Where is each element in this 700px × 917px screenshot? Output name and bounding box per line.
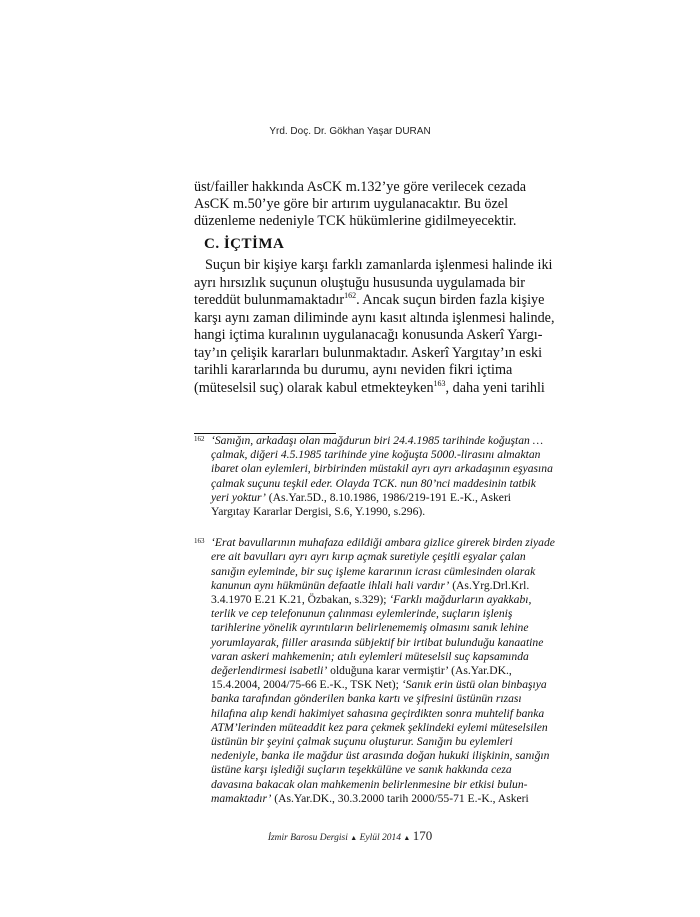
footnote-line	[211, 578, 530, 592]
footnote-line	[211, 763, 512, 777]
footnote-line	[211, 664, 512, 677]
text-segment: (As.Yar.DK., 30.3.2000 tarih 2000/55-71 E.-K., Askeri	[271, 791, 529, 805]
text-segment: terlik ve cep telefonunun çalınması eylemlerinde, suçların işleniş	[211, 607, 513, 621]
footnote-line	[211, 635, 544, 649]
text-line	[194, 344, 543, 361]
text-segment: ‘Sanığın, arkadaşı olan mağdurun biri 24.4.1985 tarihinde koğuştan …	[211, 434, 544, 447]
text-segment: tay’ın çelişik kararları bulunmaktadır. Askerî Yargıtay’ın eski	[194, 344, 543, 361]
text-segment: , daha yeni tarihli	[445, 379, 545, 396]
text-line	[194, 362, 513, 378]
text-segment: ‘Sanık erin üstü olan binbaşıya	[401, 678, 547, 692]
footnote-line	[211, 593, 532, 606]
footnote-line	[211, 505, 505, 518]
footnote-number: 162	[194, 435, 205, 443]
text-line	[194, 327, 543, 343]
text-segment: 15.4.2004, 2004/75-66 E.-K., TSK Net);	[211, 678, 402, 692]
separator-icon: ▲	[403, 834, 411, 842]
text-segment: ayrı hırsızlık suçunun oluştuğu hususunda uygulamada bir	[194, 274, 525, 291]
footnote-line	[211, 448, 541, 462]
text-line: AsCK m.50’ye göre bir artırım uygulanacaktır. Bu özel	[194, 196, 509, 212]
footer-journal: İzmir Barosu Dergisi	[267, 833, 348, 843]
text-line	[194, 309, 555, 326]
text-segment: banka tarafından gönderilen banka kartı ve şifresini üstünün rızası	[211, 692, 522, 706]
text-segment: hilafına alıp kendi hakimiyet sahasına geçirdikten sonra muhtelif banka	[211, 706, 545, 720]
text-segment: tereddüt bulunmamaktadır	[194, 292, 345, 308]
text-line: üst/failler hakkında AsCK m.132’ye göre verilecek cezada	[194, 179, 527, 195]
text-segment: (müteselsil suç) olarak kabul etmekteyken	[194, 379, 434, 396]
footnote-line	[211, 749, 550, 763]
text-line	[194, 378, 545, 396]
text-line	[194, 291, 545, 308]
text-segment: yorumlayarak, fiiller arasında sübjektif bir irtibat bulunduğu kanaatine	[211, 635, 544, 649]
separator-icon: ▲	[350, 834, 358, 842]
text-segment: çalmak, diğeri 4.5.1985 tarihinde yine koğuşta 5000.-lirasını almaktan	[211, 448, 541, 462]
section-heading: C. İÇTİMA	[204, 236, 285, 252]
text-segment: nedeniyle, banka ile mağdur üst arasında doğan hukuki ilişkinin, sanığın	[211, 749, 550, 763]
footnote-line	[211, 649, 529, 663]
footnote-line	[211, 564, 536, 578]
text-segment: 3.4.1970 E.21 K.21, Özbakan, s.329);	[211, 593, 390, 606]
footnote-line	[211, 720, 548, 734]
text-segment: (As.Yar.5D., 8.10.1986, 1986/219-191 E.-K., Askeri	[265, 490, 512, 504]
running-header: Yrd. Doç. Dr. Gökhan Yaşar DURAN	[269, 126, 431, 137]
text-segment: hangi içtima kuralının uygulanacağı konusunda Askerî Yargı-	[194, 327, 543, 343]
page-number: 170	[412, 828, 433, 843]
text-segment: Yargıtay Kararlar Dergisi, S.6, Y.1990, s.296).	[211, 505, 426, 518]
text-segment: değerlendirmesi isabetli’	[211, 664, 328, 677]
footnote-line	[211, 607, 513, 621]
footnote-line	[211, 777, 528, 791]
text-line: düzenleme nedeniyle TCK hükümlerine gidilmeyecektir.	[194, 213, 517, 229]
footer-issue: Eylül 2014	[359, 833, 401, 843]
text-segment: mamaktadır’	[211, 791, 272, 805]
text-segment: tarihli kararlarında bu durumu, aynı neviden fikri içtima	[194, 362, 513, 378]
text-segment: olduğuna karar vermiştir’ (As.Yar.DK.,	[327, 664, 512, 677]
text-segment: varan askeri mahkemenin; atılı eylemleri müteselsil suç kapsamında	[211, 649, 529, 663]
footnote-line	[211, 536, 555, 550]
text-segment: çalmak suçunu teşkil eder. Olayda TCK. nun 80’nci maddesinin tatbik	[211, 476, 536, 490]
text-segment: yeri yoktur’	[211, 490, 266, 504]
text-segment: kanunun aynı hükmünün defaatle ihlali hali vardır’	[211, 578, 450, 592]
footnote-line	[211, 550, 526, 564]
text-segment: ‘Erat bavullarının muhafaza edildiği ambara gizlice girerek birden ziyade	[211, 536, 555, 550]
text-line	[205, 257, 553, 273]
text-segment: . Ancak suçun birden fazla kişiye	[356, 292, 545, 308]
footnote-line	[211, 692, 522, 706]
text-segment: ‘Farklı mağdurların ayakkabı,	[389, 593, 532, 606]
footnote-line	[211, 490, 512, 504]
text-segment: (As.Yrg.Drl.Krl.	[449, 578, 530, 592]
footnote-line	[211, 735, 513, 748]
text-segment: ibaret olan eylemleri, birbirinden müstakil ayrı ayrı arkadaşının eşyasına	[211, 462, 553, 476]
text-line	[194, 274, 525, 291]
footnote-line	[211, 434, 544, 447]
text-segment: sanığın eyleminde, bir suç işleme kararının icrası cümlesinden olarak	[211, 564, 536, 578]
footnote-ref: 162	[344, 291, 357, 300]
footnote-line	[211, 791, 529, 805]
footnote-line	[211, 621, 529, 635]
text-segment: davasına bakacak olan mahkemenin belirlenmesine bir etkisi bulun-	[211, 777, 528, 791]
text-segment: üstünün bir şeyini çalmak suçunu oluşturur. Sanığın bu eylemleri	[211, 735, 513, 748]
footnote-line	[211, 476, 536, 490]
text-segment: Suçun bir kişiye karşı farklı zamanlarda işlenmesi halinde iki	[205, 257, 553, 273]
text-segment: üstüne karşı işlediği suçların teşekkülüne ve sanık hakkında ceza	[211, 763, 512, 777]
footnote-ref: 163	[433, 378, 446, 388]
footnote-line	[211, 678, 547, 692]
text-segment: tarihlerine yönelik ayrıntıların belirlenememiş olmasını sanık lehine	[211, 621, 529, 635]
text-segment: karşı aynı zaman diliminde aynı kasıt altında işlenmesi halinde,	[194, 309, 555, 326]
footnote-number: 163	[194, 537, 205, 546]
page-footer	[0, 828, 700, 844]
footnote-line	[211, 706, 545, 720]
text-segment: ere ait bavulları ayrı ayrı kırıp açmak suretiyle çeşitli eşyalar çalan	[211, 550, 526, 564]
text-segment: ATM’lerinden müteaddit kez para çekmek şeklindeki eylemi müteselsilen	[211, 720, 548, 734]
footnote-line	[211, 462, 553, 476]
